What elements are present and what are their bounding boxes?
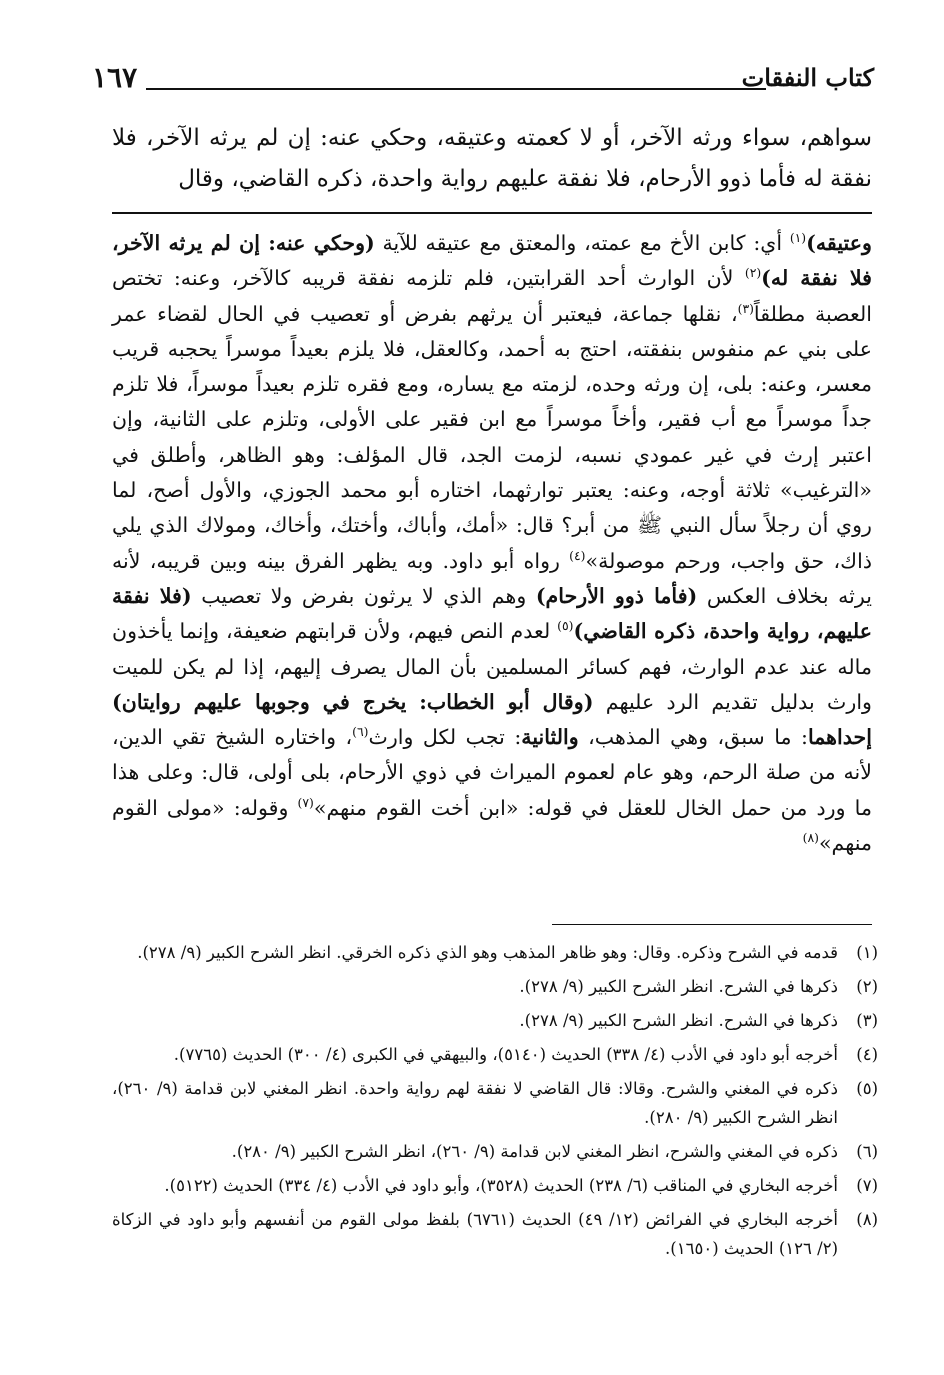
commentary-text: وهم الذي لا يرثون بفرض ولا تعصيب bbox=[191, 583, 536, 608]
commentary-text: : تجب لكل وارث bbox=[368, 725, 522, 750]
footnote-text: أخرجه البخاري في المناقب (٦/ ٢٣٨) الحديث (٣٥٢٨)، وأبو داود في الأدب (٤/ ٣٣٤) الحديث (٥١٢٢). bbox=[164, 1176, 838, 1195]
bold-quote: وعتيقه) bbox=[806, 231, 872, 255]
footnote bbox=[112, 1006, 878, 1035]
bold-quote: (وقال أبو الخطاب: يخرج في وجوبها عليهم روايتان) إحداهما bbox=[112, 689, 872, 750]
bold-quote: (وحكي عنه: إن لم يرثه الآخر، فلا نفقة له) bbox=[112, 231, 873, 291]
footnote bbox=[112, 938, 878, 967]
bold-quote: (فأما ذوو الأرحام) bbox=[535, 583, 698, 608]
footnote-text: أخرجه البخاري في الفرائض (١٢/ ٤٩) الحديث (٦٧٦١) بلفظ مولى القوم من أنفسهم وأبو داود في الزكاة (٢/ ١٢٦) الحديث (١٦٥٠). bbox=[112, 1210, 838, 1258]
header-rule bbox=[146, 88, 766, 90]
footnote-text: ذكرها في الشرح. انظر الشرح الكبير (٩/ ٢٧٨). bbox=[519, 977, 838, 996]
footnote bbox=[112, 1205, 878, 1263]
footnote-number: (٤) bbox=[856, 1045, 878, 1064]
commentary-text: ، واختاره الشيخ تقي الدين، لأنه من صلة الرحم، وهو عام لعموم الميراث في ذوي الأرحام، بلى أولى، قال: وعلى هذا ما ورد من حمل الخال للعقل في قوله: «ابن أخت القوم منهم» bbox=[112, 725, 872, 820]
commentary-text: لأن الوارث أحد القرابتين، فلم تلزمه نفقة قريبه كالآخر، وعنه: تختص العصبة مطلقاً bbox=[112, 266, 872, 326]
footnote-number: (٨) bbox=[856, 1210, 878, 1229]
bold-quote: (فلا نفقة عليهم، رواية واحدة، ذكره القاضي) bbox=[112, 583, 872, 644]
footnote-text: ذكره في المغني والشرح، انظر المغني لابن قدامة (٩/ ٢٦٠)، انظر الشرح الكبير (٩/ ٢٨٠). bbox=[231, 1142, 838, 1161]
footnote-number: (٢) bbox=[856, 977, 878, 996]
commentary-text: : ما سبق، وهي المذهب، bbox=[578, 725, 808, 750]
bold-quote: والثانية bbox=[521, 725, 579, 750]
footnote-marker: (٥) bbox=[557, 619, 574, 634]
footnote-marker: (٦) bbox=[352, 725, 369, 740]
footnote-marker: (١) bbox=[789, 231, 807, 246]
footnote-rule bbox=[552, 924, 872, 925]
footnote-number: (١) bbox=[856, 943, 878, 962]
footnote bbox=[112, 1074, 878, 1132]
section-divider bbox=[112, 212, 872, 214]
footnote-number: (٥) bbox=[856, 1079, 878, 1098]
footnote-marker: (٨) bbox=[802, 831, 819, 846]
footnote-marker: (٤) bbox=[569, 548, 586, 563]
footnote-marker: (٣) bbox=[737, 301, 754, 316]
main-text: سواهم، سواء ورثه الآخر، أو لا كعمته وعتيقه، وحكي عنه: إن لم يرثه الآخر، فلا نفقة له فأما ذوو الأرحام، فلا نفقة عليهم رواية واحدة، ذكره القاضي، وقال bbox=[112, 125, 872, 192]
commentary-text: لعدم النص فيهم، ولأن قرابتهم ضعيفة، وإنما يأخذون ماله عند عدم الوارث، فهم كسائر المسلمين بأن المال يصرف إليهم، إذا لم يكن للميت وارث بدليل تقديم الرد عليهم bbox=[112, 619, 872, 714]
footnote-text: ذكرها في الشرح. انظر الشرح الكبير (٩/ ٢٧٨). bbox=[519, 1011, 838, 1030]
footnote bbox=[112, 1137, 878, 1166]
commentary-text: وقوله: «مولى القوم منهم» bbox=[112, 795, 872, 856]
footnote-text: أخرجه أبو داود في الأدب (٤/ ٣٣٨) الحديث (٥١٤٠)، والبيهقي في الكبرى (٤/ ٣٠٠) الحديث (٧٧٦٥). bbox=[173, 1045, 838, 1064]
footnote-text: ذكره في المغني والشرح. وقالا: قال القاضي لا نفقة لهم رواية واحدة. انظر المغني لابن قدامة (٩/ ٢٦٠)، انظر الشرح الكبير (٩/ ٢٨٠). bbox=[112, 1079, 838, 1127]
commentary-text: رواه أبو داود. وبه يظهر الفرق بينه وبين قريبه، لأنه يرثه بخلاف العكس bbox=[112, 548, 872, 608]
page-header bbox=[92, 55, 874, 101]
footnote-marker: (٧) bbox=[297, 795, 314, 810]
footnote-marker: (٢) bbox=[744, 266, 762, 281]
footnote-number: (٣) bbox=[856, 1011, 878, 1030]
chapter-title: كتاب النفقات bbox=[741, 63, 874, 92]
footnote bbox=[112, 1040, 878, 1069]
page-number: ١٦٧ bbox=[92, 61, 138, 94]
footnote bbox=[112, 1171, 878, 1200]
footnote-number: (٦) bbox=[856, 1142, 878, 1161]
footnote bbox=[112, 972, 878, 1001]
footnotes bbox=[112, 938, 878, 1268]
footnote-number: (٧) bbox=[856, 1176, 878, 1195]
commentary-text: أي: كابن الأخ مع عمته، والمعتق مع عتيقه للآية bbox=[374, 231, 790, 255]
commentary-text: ، نقلها جماعة، فيعتبر أن يرثهم بفرض أو تعصيب في الحال لقضاء عمر على بني عم منفوس بنفقته، احتج به أحمد، وكالعقل، فلا يلزم بعيداً موسراً يحجبه قريب معسر، وعنه: بلى، إن ورثه وحده، لزمته مع يساره، ومع فقره تلزم بعيداً موسراً، فلا تلزم جداً موسراً مع أب فقير، وأخاً موسراً مع ابن فقير على الأولى، وتلزم على الثانية، وإن اعتبر إرث في غير عمودي نسبه، لزمت الجد، قال المؤلف: وهو الظاهر، وأطلق في «الترغيب» ثلاثة أوجه، وعنه: يعتبر توارثهما، اختاره أبو محمد الجوزي، والأول أصح، لما روي أن رجلاً سأل النبي ﷺ من أبر؟ قال: «أمك، وأباك، وأختك، وأخاك، ومولاك الذي يلي ذاك، حق واجب، ورحم موصولة» bbox=[112, 301, 873, 573]
footnote-text: قدمه في الشرح وذكره. وقال: وهو ظاهر المذهب وهو الذي ذكره الخرقي. انظر الشرح الكبير (٩/ ٢٧٨). bbox=[137, 943, 838, 962]
commentary bbox=[112, 226, 872, 861]
commentary-paragraph bbox=[112, 226, 872, 861]
